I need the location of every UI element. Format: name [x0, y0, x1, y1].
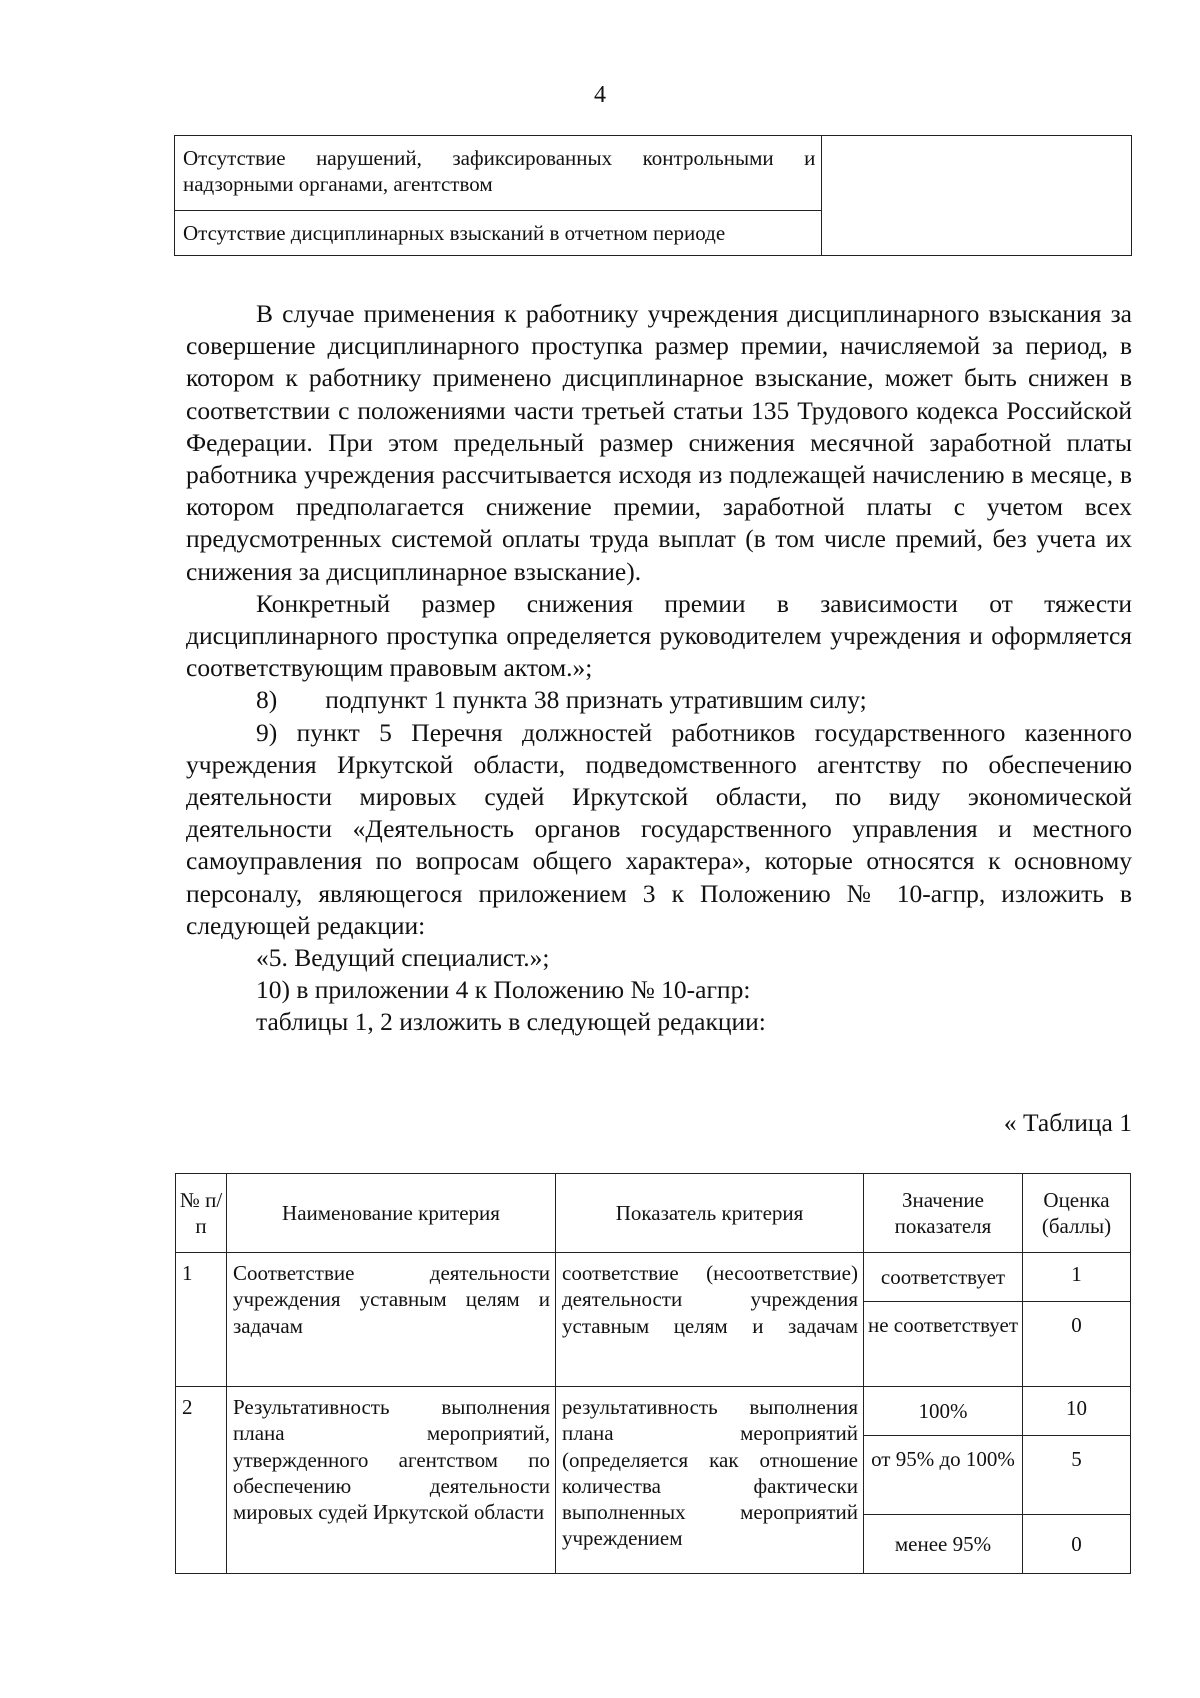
paragraph-reduction-amount: Конкретный размер снижения премии в зависимости от тяжести дисциплинарного проступка определяется руководителем учреждения и оформляется соответствующим правовым актом.»;	[186, 588, 1132, 683]
criterion-name: Соответствие деятельности учреждения уставным целям и задачам	[227, 1253, 556, 1387]
criterion-name: Результативность выполнения плана мероприятий, утвержденного агентством по обеспечению деятельности мировых судей Иркутской области	[227, 1387, 556, 1574]
score-value: 10	[1023, 1387, 1131, 1436]
paragraph-tables-edit: таблицы 1, 2 изложить в следующей редакции:	[256, 1007, 766, 1037]
table-row	[176, 1253, 1131, 1302]
page-number: 4	[594, 82, 606, 108]
criterion-value-cell	[822, 136, 1132, 256]
paragraph-item-5-text: «5. Ведущий специалист.»;	[256, 943, 550, 973]
paragraph-disciplinary-reduction: В случае применения к работнику учреждения дисциплинарного взыскания за совершение дисциплинарного проступка размер премии, начисляемой за период, в котором к работнику применено дисциплинарное взыскание, может быть снижен в соответствии с положениями части третьей статьи 135 Трудового кодекса Российской Федерации. При этом предельный размер снижения месячной заработной платы работника учреждения рассчитывается исходя из подлежащей начислению в месяце, в котором предполагается снижение премии, заработной платы с учетом всех предусмотренных системой оплаты труда выплат (в том числе премий, без учета их снижения за дисциплинарное взыскание).	[186, 299, 1132, 586]
table-caption: « Таблица 1	[1003, 1108, 1132, 1137]
row-number: 2	[176, 1387, 227, 1574]
item-8-text: подпункт 1 пункта 38 признать утратившим силу;	[325, 685, 867, 715]
criterion-violations-absence: Отсутствие нарушений, зафиксированных контрольными и надзорными органами, агентством	[175, 136, 822, 211]
indicator-value: не соответствует	[864, 1302, 1023, 1387]
row-number: 1	[176, 1253, 227, 1387]
document-body	[186, 298, 1132, 1039]
criterion-indicator: соответствие (несоответствие) деятельности учреждения уставным целям и задачам	[556, 1253, 864, 1387]
header-score: Оценка (баллы)	[1023, 1174, 1131, 1253]
paragraph-item-9: 9) пункт 5 Перечня должностей работников государственного казенного учреждения Иркутской области, подведомственного агентству по обеспечению деятельности мировых судей Иркутской области, по виду экономической деятельности «Деятельность органов государственного управления и местного самоуправления по вопросам общего характера», которые относятся к основному персоналу, являющегося приложением 3 к Положению № 10-агпр, изложить в следующей редакции:	[186, 717, 1132, 940]
item-8-number: 8)	[256, 685, 278, 715]
indicator-value: менее 95%	[864, 1515, 1023, 1574]
paragraph-item-8	[186, 684, 1132, 716]
criteria-continuation-table	[174, 135, 1132, 256]
table-row	[175, 136, 1132, 211]
indicator-value: от 95% до 100%	[864, 1436, 1023, 1515]
criterion-indicator: результативность выполнения плана мероприятий (определяется как отношение количества фактически выполненных мероприятий учреждением	[556, 1387, 864, 1574]
header-criterion-indicator: Показатель критерия	[556, 1174, 864, 1253]
score-value: 0	[1023, 1515, 1131, 1574]
paragraph-item-10: 10) в приложении 4 к Положению № 10-агпр:	[256, 975, 751, 1005]
score-value: 0	[1023, 1302, 1131, 1387]
table-header-row	[176, 1174, 1131, 1253]
indicator-value: 100%	[864, 1387, 1023, 1436]
criteria-table	[175, 1173, 1131, 1574]
header-indicator-value: Значение показателя	[864, 1174, 1023, 1253]
score-value: 1	[1023, 1253, 1131, 1302]
header-num: № п/п	[176, 1174, 227, 1253]
header-criterion-name: Наименование критерия	[227, 1174, 556, 1253]
score-value: 5	[1023, 1436, 1131, 1515]
criterion-disciplinary-absence: Отсутствие дисциплинарных взысканий в отчетном периоде	[175, 211, 822, 256]
table-row	[176, 1387, 1131, 1436]
indicator-value: соответствует	[864, 1253, 1023, 1302]
